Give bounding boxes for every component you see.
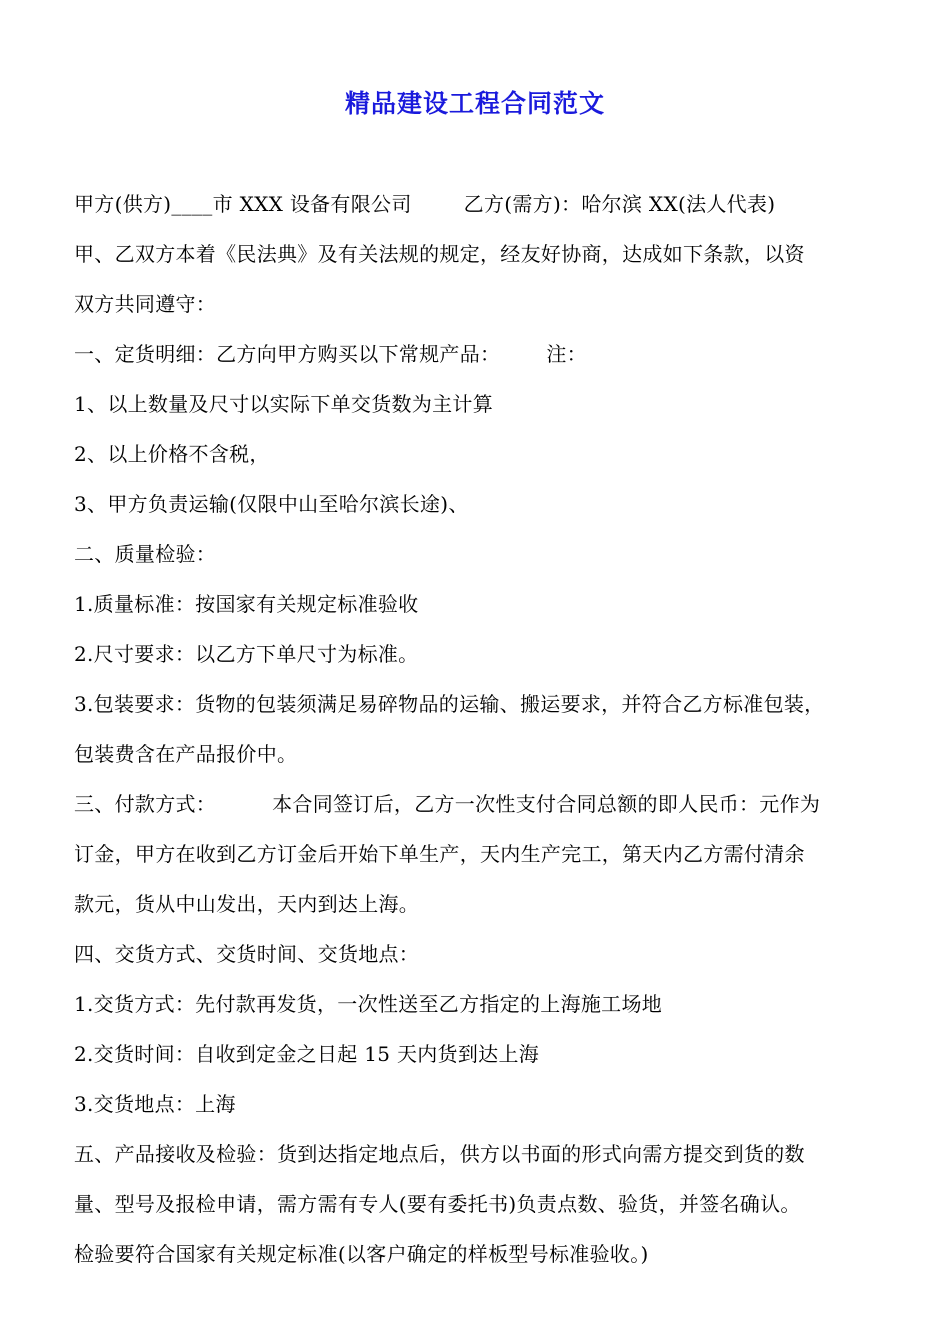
section3-line-3: 款元，货从中山发出，天内到达上海。 (74, 892, 420, 916)
section1-item-2: 2、以上价格不含税， (74, 442, 270, 466)
section2-heading: 二、质量检验： (74, 542, 217, 566)
section5-line-2: 量、型号及报检申请，需方需有专人(要有委托书)负责点数、验货，并签名确认。 (74, 1192, 801, 1216)
section3-line-2: 订金，甲方在收到乙方订金后开始下单生产，天内生产完工，第天内乙方需付清余 (74, 842, 805, 866)
section1-item-1: 1、以上数量及尺寸以实际下单交货数为主计算 (74, 392, 494, 416)
parties-line (74, 188, 775, 217)
section2-item-2: 2.尺寸要求：以乙方下单尺寸为标准。 (74, 642, 419, 666)
section5-line-3: 检验要符合国家有关规定标准(以客户确定的样板型号标准验收。) (74, 1242, 649, 1266)
section3-line-1: 本合同签订后，乙方一次性支付合同总额的即人民币：元作为 (272, 792, 821, 816)
section4-item-2: 2.交货时间：自收到定金之日起 15 天内货到达上海 (74, 1042, 540, 1066)
party-a: 甲方(供方)____市 XXX 设备有限公司 (74, 192, 412, 216)
section4-item-3: 3.交货地点：上海 (74, 1092, 236, 1116)
section4-heading: 四、交货方式、交货时间、交货地点： (74, 942, 420, 966)
section2-item-3: 3.包装要求：货物的包装须满足易碎物品的运输、搬运要求，并符合乙方标准包装， (74, 692, 825, 716)
section2-item-3-cont: 包装费含在产品报价中。 (74, 742, 298, 766)
section5-line-1: 五、产品接收及检验：货到达指定地点后，供方以书面的形式向需方提交到货的数 (74, 1142, 805, 1166)
document-title: 精品建设工程合同范文 (344, 89, 605, 118)
section1-note: 注： (546, 342, 587, 366)
intro-line-1: 甲、乙双方本着《民法典》及有关法规的规定，经友好协商，达成如下条款，以资 (74, 242, 805, 266)
intro-line-2: 双方共同遵守： (74, 292, 217, 316)
section3-first-line (74, 788, 820, 817)
section1-heading: 一、定货明细：乙方向甲方购买以下常规产品： (74, 342, 501, 366)
party-b: 乙方(需方)：哈尔滨 XX(法人代表) (463, 192, 776, 216)
section2-item-1: 1.质量标准：按国家有关规定标准验收 (74, 592, 419, 616)
section1-item-3: 3、甲方负责运输(仅限中山至哈尔滨长途)、 (74, 492, 469, 516)
section1-heading-line (74, 338, 587, 367)
section4-item-1: 1.交货方式：先付款再发货，一次性送至乙方指定的上海施工场地 (74, 992, 663, 1016)
section3-heading: 三、付款方式： (74, 792, 217, 816)
